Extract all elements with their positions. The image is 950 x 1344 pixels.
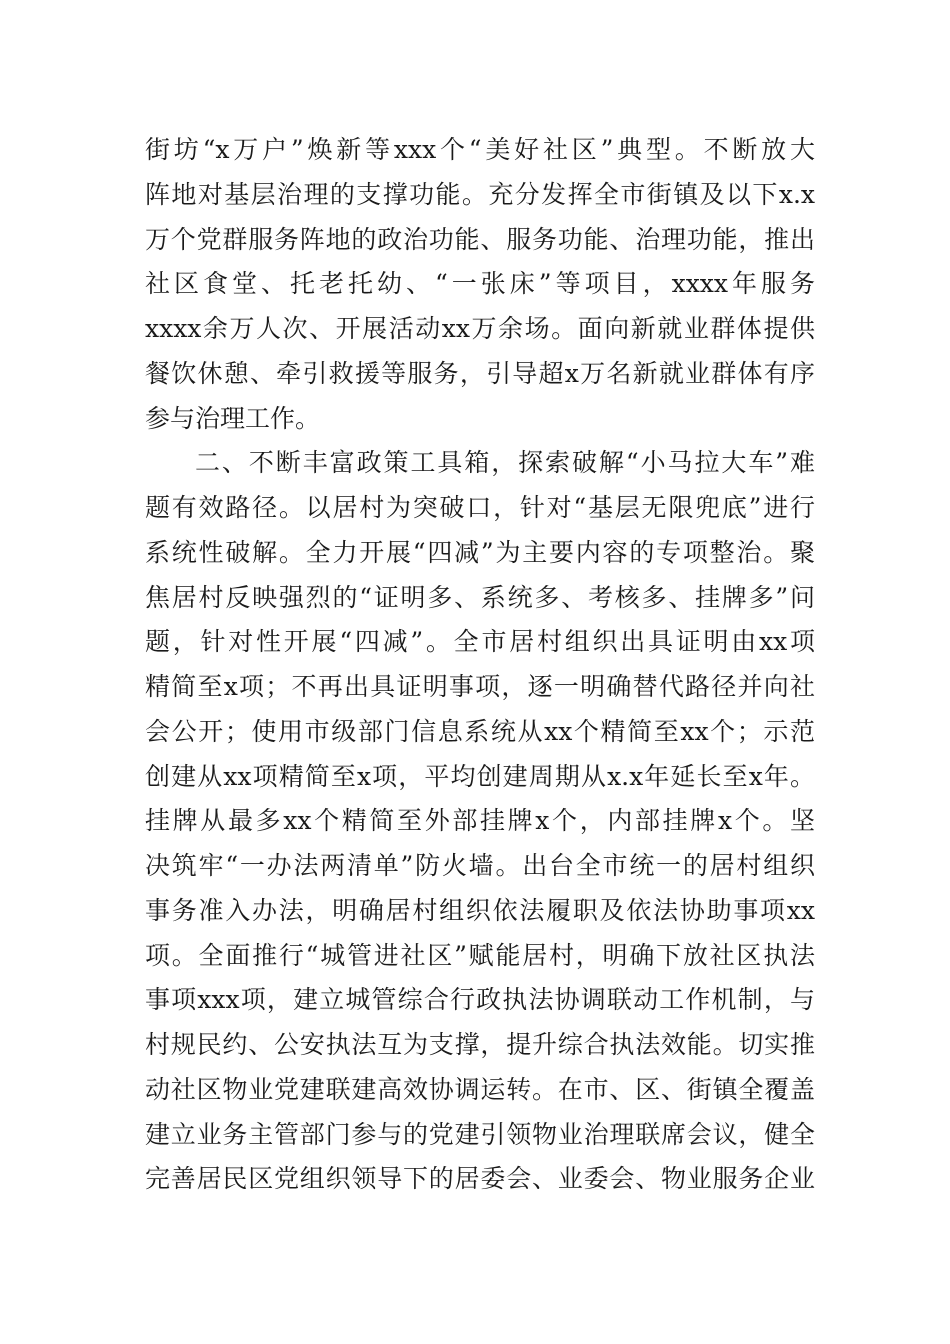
text-line: 阵地对基层治理的支撑功能。充分发挥全市街镇及以下x.x bbox=[145, 179, 815, 209]
text-line: 村规民约、公安执法互为支撑，提升综合执法效能。切实推 bbox=[145, 1030, 815, 1059]
text-line: 精简至x项；不再出具证明事项，逐一明确替代路径并向社 bbox=[145, 672, 815, 701]
text-line: 参与治理工作。 bbox=[145, 403, 321, 433]
text-line: 社区食堂、托老托幼、“一张床”等项目，xxxx年服务 bbox=[145, 269, 815, 299]
text-line: 餐饮休憩、牵引救援等服务，引导超x万名新就业群体有序 bbox=[145, 358, 815, 388]
text-line: 挂牌从最多xx个精简至外部挂牌x个，内部挂牌x个。坚 bbox=[145, 806, 815, 836]
text-line: 系统性破解。全力开展“四减”为主要内容的专项整治。聚 bbox=[145, 537, 815, 567]
text-line: 题有效路径。以居村为突破口，针对“基层无限兜底”进行 bbox=[145, 493, 815, 522]
paragraph bbox=[145, 128, 815, 441]
text-line: 事项xxx项，建立城管综合行政执法协调联动工作机制，与 bbox=[145, 985, 815, 1015]
text-line: 完善居民区党组织领导下的居委会、业委会、物业服务企业 bbox=[145, 1164, 815, 1194]
text-line: 建立业务主管部门参与的党建引领物业治理联席会议，健全 bbox=[145, 1119, 815, 1149]
text-line: 街坊“x万户”焕新等xxx个“美好社区”典型。不断放大 bbox=[145, 135, 815, 164]
body-text bbox=[145, 128, 815, 1202]
text-line: 动社区物业党建联建高效协调运转。在市、区、街镇全覆盖 bbox=[145, 1074, 815, 1104]
text-line: 决筑牢“一办法两清单”防火墙。出台全市统一的居村组织 bbox=[145, 851, 815, 880]
text-line: 焦居村反映强烈的“证明多、系统多、考核多、挂牌多”问 bbox=[145, 582, 815, 612]
text-line: 项。全面推行“城管进社区”赋能居村，明确下放社区执法 bbox=[145, 940, 815, 970]
text-line: 创建从xx项精简至x项，平均创建周期从x.x年延长至x年。 bbox=[145, 761, 815, 791]
text-line: 二、不断丰富政策工具箱，探索破解“小马拉大车”难 bbox=[195, 448, 815, 478]
paragraph bbox=[145, 441, 815, 1202]
text-line: 题，针对性开展“四减”。全市居村组织出具证明由xx项 bbox=[145, 627, 815, 657]
text-line: 万个党群服务阵地的政治功能、服务功能、治理功能，推出 bbox=[145, 224, 815, 254]
text-line: xxxx余万人次、开展活动xx万余场。面向新就业群体提供 bbox=[145, 314, 815, 343]
text-line: 事务准入办法，明确居村组织依法履职及依法协助事项xx bbox=[145, 895, 815, 925]
text-line: 会公开；使用市级部门信息系统从xx个精简至xx个；示范 bbox=[145, 716, 815, 746]
